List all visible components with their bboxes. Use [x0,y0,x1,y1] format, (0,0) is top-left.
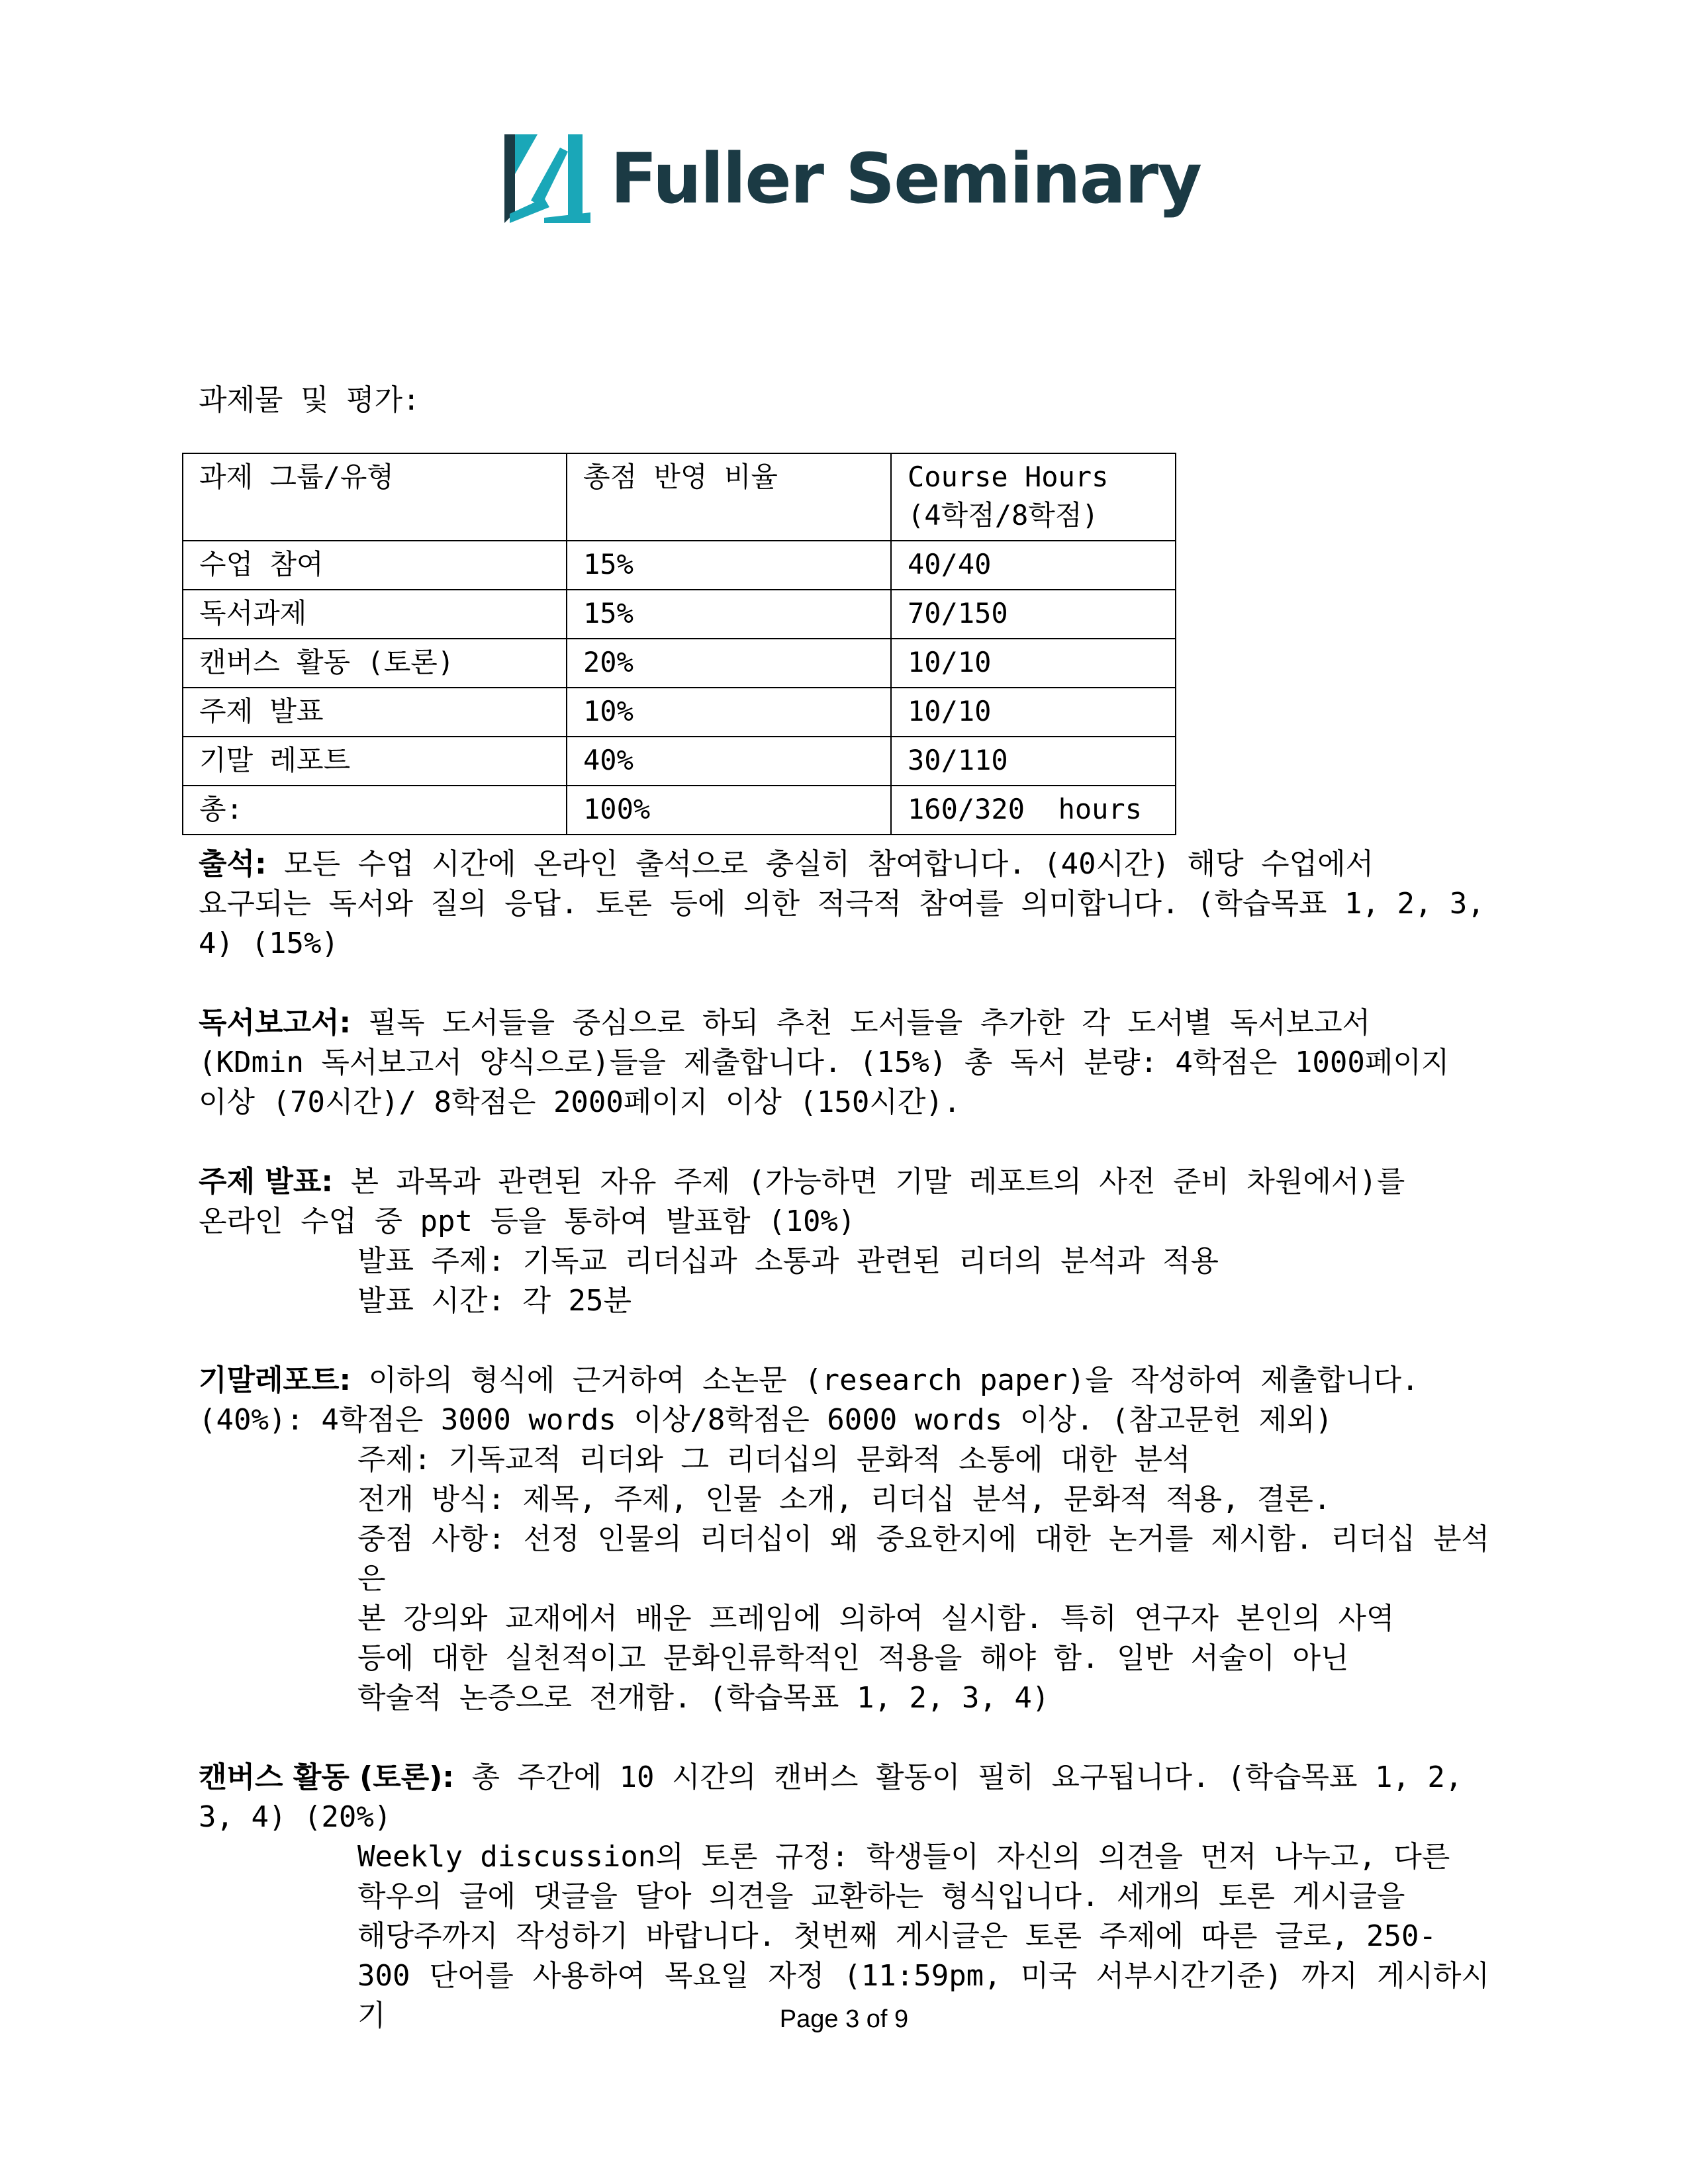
canvas-rule: 학우의 글에 댓글을 달아 의견을 교환하는 형식입니다. 세개의 토론 게시글을 [357,1880,1405,1913]
canvas-rule: 해당주까지 작성하기 바랍니다. 첫번째 게시글은 토론 주제에 따른 글로, 250- [357,1919,1436,1953]
table-cell: 40/40 [891,541,1176,590]
fuller-book-icon [504,134,590,223]
table-cell: 10% [567,688,891,737]
final-report-focus: 등에 대한 실천적이고 문화인류학적인 적용을 해야 함. 일반 서술이 아닌 [357,1641,1349,1675]
fuller-logo [504,132,1201,225]
final-report-line [199,1361,1489,1400]
reading-label: 독서보고서: [199,1006,352,1040]
table-cell: 총: [183,786,567,835]
table-cell: 15% [567,541,891,590]
header-cell: 총점 반영 비율 [567,453,891,541]
table-row [183,639,1176,688]
header-cell [891,453,1176,541]
text-span: 모든 수업 시간에 온라인 출석으로 충실히 참여합니다. (40시간) 해당 수업에서 [284,847,1374,881]
text-span: 본 과목과 관련된 자유 주제 (가능하면 기말 레포트의 사전 준비 차원에서)를 [350,1165,1405,1199]
text-span: 필독 도서들을 중심으로 하되 추천 도서들을 추가한 각 도서별 독서보고서 [368,1006,1371,1040]
page-number: Page 3 of 9 [779,2005,909,2033]
presentation-label: 주제 발표: [199,1165,333,1199]
table-row-total [183,786,1176,835]
header-line: (4학점/8학점) [908,499,1099,531]
reading-paragraph [199,1003,1489,1122]
body-text [199,844,1489,2036]
section-title: 과제물 및 평가: [199,383,420,417]
table-cell: 주제 발표 [183,688,567,737]
canvas-paragraph [199,1758,1489,2036]
final-report-label: 기말레포트: [199,1363,352,1397]
attendance-line: 요구되는 독서와 질의 응답. 토론 등에 의한 적극적 참여를 의미합니다. (학습목표 1, 2, 3, [199,887,1485,921]
canvas-rule: 300 단어를 사용하여 목요일 자정 (11:59pm, 미국 서부시간기준) 까지 게시하시기 [357,1959,1489,2032]
table-cell: 40% [567,737,891,786]
table-row [183,688,1176,737]
table-row [183,590,1176,639]
spacer [199,1122,1489,1162]
table-cell: 30/110 [891,737,1176,786]
attendance-line [199,844,1489,884]
table-row [183,737,1176,786]
attendance-label: 출석: [199,847,267,881]
spacer [199,1321,1489,1361]
table-cell: 캔버스 활동 (토론) [183,639,567,688]
final-report-focus: 중점 사항: 선정 인물의 리더십이 왜 중요한지에 대한 논거를 제시함. 리더십 분석은 [357,1522,1489,1596]
presentation-paragraph [199,1162,1489,1321]
table-cell: 수업 참여 [183,541,567,590]
attendance-paragraph [199,844,1489,964]
presentation-line: 온라인 수업 중 ppt 등을 통하여 발표함 (10%) [199,1205,856,1238]
table-cell: 15% [567,590,891,639]
header-cell: 과제 그룹/유형 [183,453,567,541]
table-cell: 독서과제 [183,590,567,639]
presentation-time: 발표 시간: 각 25분 [357,1284,632,1318]
final-report-focus: 학술적 논증으로 전개함. (학습목표 1, 2, 3, 4) [357,1681,1050,1715]
canvas-rule: Weekly discussion의 토론 규정: 학생들이 자신의 의견을 먼저 나누고, 다른 [357,1840,1450,1874]
text-span: 이하의 형식에 근거하여 소논문 (research paper)을 작성하여 제출합니다. [368,1363,1419,1397]
reading-line: (KDmin 독서보고서 양식으로)들을 제출합니다. (15%) 총 독서 분량: 4학점은 1000페이지 [199,1046,1450,1079]
canvas-line: 3, 4) (20%) [199,1800,392,1834]
final-report-line: (40%): 4학점은 3000 words 이상/8학점은 6000 words 이상. (참고문헌 제외) [199,1403,1333,1437]
attendance-line: 4) (15%) [199,927,339,960]
table-cell: 기말 레포트 [183,737,567,786]
presentation-line [199,1162,1489,1202]
table-cell: 70/150 [891,590,1176,639]
final-report-method: 전개 방식: 제목, 주제, 인물 소개, 리더십 분석, 문화적 적용, 결론. [357,1482,1331,1516]
table-cell: 10/10 [891,688,1176,737]
logo-text: Fuller Seminary [610,138,1201,219]
presentation-topic: 발표 주제: 기독교 리더십과 소통과 관련된 리더의 분석과 적용 [357,1244,1219,1278]
spacer [199,1718,1489,1758]
table-header-row [183,453,1176,541]
final-report-paragraph [199,1361,1489,1718]
canvas-label: 캔버스 활동 (토론): [199,1760,454,1794]
grading-table [182,453,1176,835]
table-cell: 20% [567,639,891,688]
reading-line [199,1003,1489,1043]
canvas-line [199,1758,1489,1797]
text-span: 총 주간에 10 시간의 캔버스 활동이 필히 요구됩니다. (학습목표 1, 2, [471,1760,1463,1794]
final-report-topic: 주제: 기독교적 리더와 그 리더십의 문화적 소통에 대한 분석 [357,1443,1191,1477]
table-cell: 160/320 hours [891,786,1176,835]
table-cell: 100% [567,786,891,835]
spacer [199,964,1489,1003]
final-report-focus: 본 강의와 교재에서 배운 프레임에 의하여 실시함. 특히 연구자 본인의 사역 [357,1602,1395,1635]
reading-line: 이상 (70시간)/ 8학점은 2000페이지 이상 (150시간). [199,1085,961,1119]
table-cell: 10/10 [891,639,1176,688]
header-line: Course Hours [908,461,1109,493]
table-row [183,541,1176,590]
